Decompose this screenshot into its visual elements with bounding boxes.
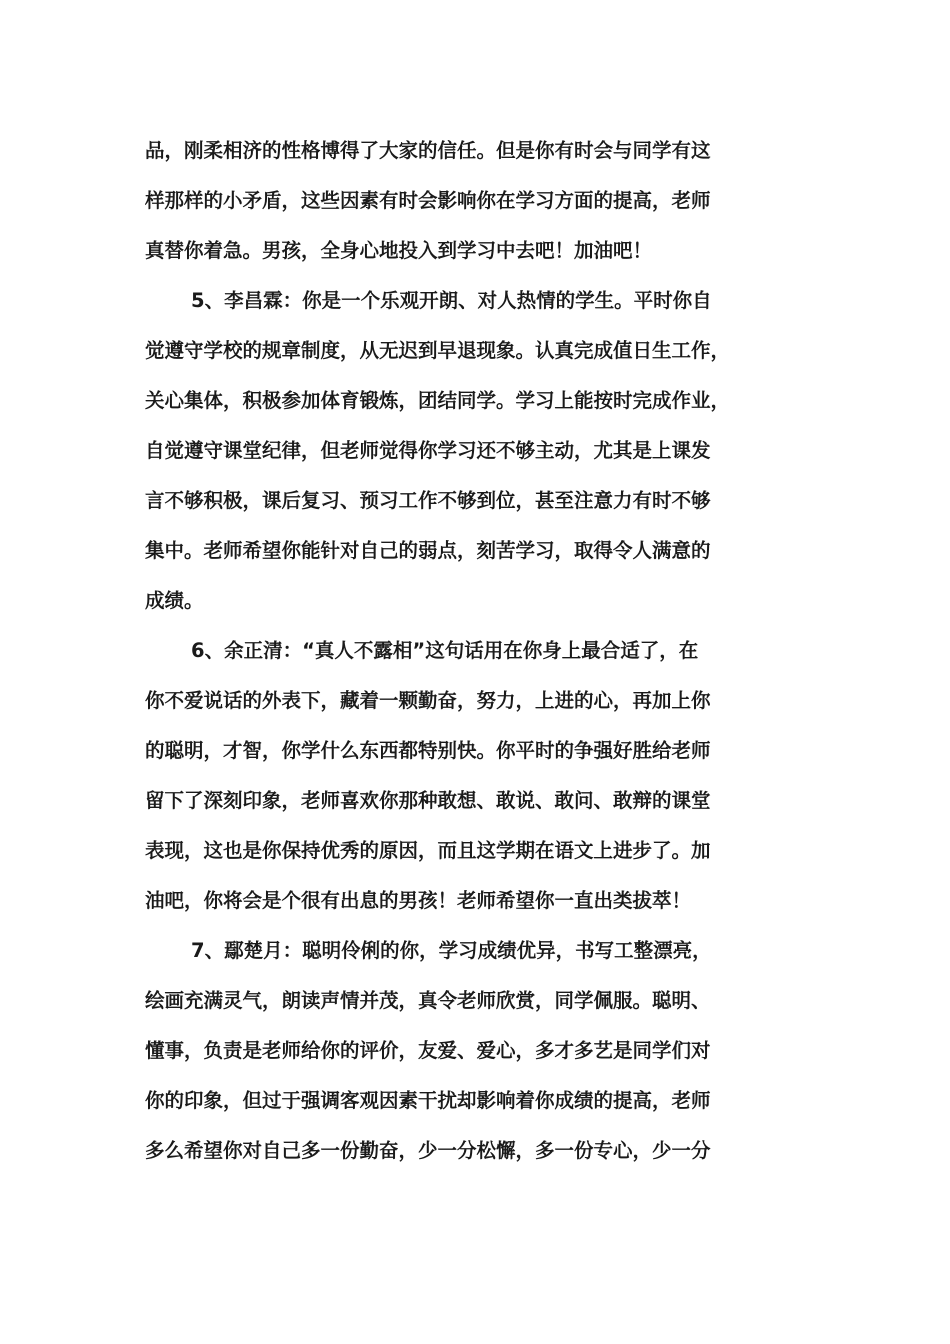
text-line: 品，刚柔相济的性格博得了大家的信任。但是你有时会与同学有这 — [145, 139, 711, 162]
text-line: 成绩。 — [145, 589, 204, 612]
text-line: 表现，这也是你保持优秀的原因，而且这学期在语文上进步了。加 — [145, 839, 711, 862]
text-line: 绘画充满灵气，朗读声情并茂，真令老师欣赏，同学佩服。聪明、 — [145, 989, 711, 1012]
text-line: 懂事，负责是老师给你的评价，友爱、爱心，多才多艺是同学们对 — [145, 1039, 711, 1062]
text-line: 你不爱说话的外表下，藏着一颗勤奋，努力，上进的心，再加上你 — [145, 689, 711, 712]
text-line: 真替你着急。男孩，全身心地投入到学习中去吧！加油吧！ — [145, 239, 653, 262]
paragraph-first-line: 5、李昌霖：你是一个乐观开朗、对人热情的学生。平时你自 — [191, 289, 712, 312]
text-line: 留下了深刻印象，老师喜欢你那种敢想、敢说、敢问、敢辩的课堂 — [145, 789, 711, 812]
text-line: 觉遵守学校的规章制度，从无迟到早退现象。认真完成值日生工作， — [145, 339, 731, 362]
text-line: 样那样的小矛盾，这些因素有时会影响你在学习方面的提高，老师 — [145, 189, 711, 212]
text-line: 集中。老师希望你能针对自己的弱点，刻苦学习，取得令人满意的 — [145, 539, 711, 562]
text-line: 你的印象，但过于强调客观因素干扰却影响着你成绩的提高，老师 — [145, 1089, 711, 1112]
text-line: 油吧，你将会是个很有出息的男孩！老师希望你一直出类拔萃！ — [145, 889, 692, 912]
document-body — [145, 126, 815, 1176]
text-line: 多么希望你对自己多一份勤奋，少一分松懈，多一份专心，少一分 — [145, 1139, 711, 1162]
text-line: 关心集体，积极参加体育锻炼，团结同学。学习上能按时完成作业， — [145, 389, 731, 412]
paragraph-first-line: 6、余正清：“真人不露相”这句话用在你身上最合适了，在 — [191, 639, 699, 662]
paragraph-first-line: 7、鄢楚月：聪明伶俐的你，学习成绩优异，书写工整漂亮， — [191, 939, 712, 962]
text-line: 言不够积极，课后复习、预习工作不够到位，甚至注意力有时不够 — [145, 489, 711, 512]
text-line: 自觉遵守课堂纪律，但老师觉得你学习还不够主动，尤其是上课发 — [145, 439, 711, 462]
text-line: 的聪明，才智，你学什么东西都特别快。你平时的争强好胜给老师 — [145, 739, 711, 762]
